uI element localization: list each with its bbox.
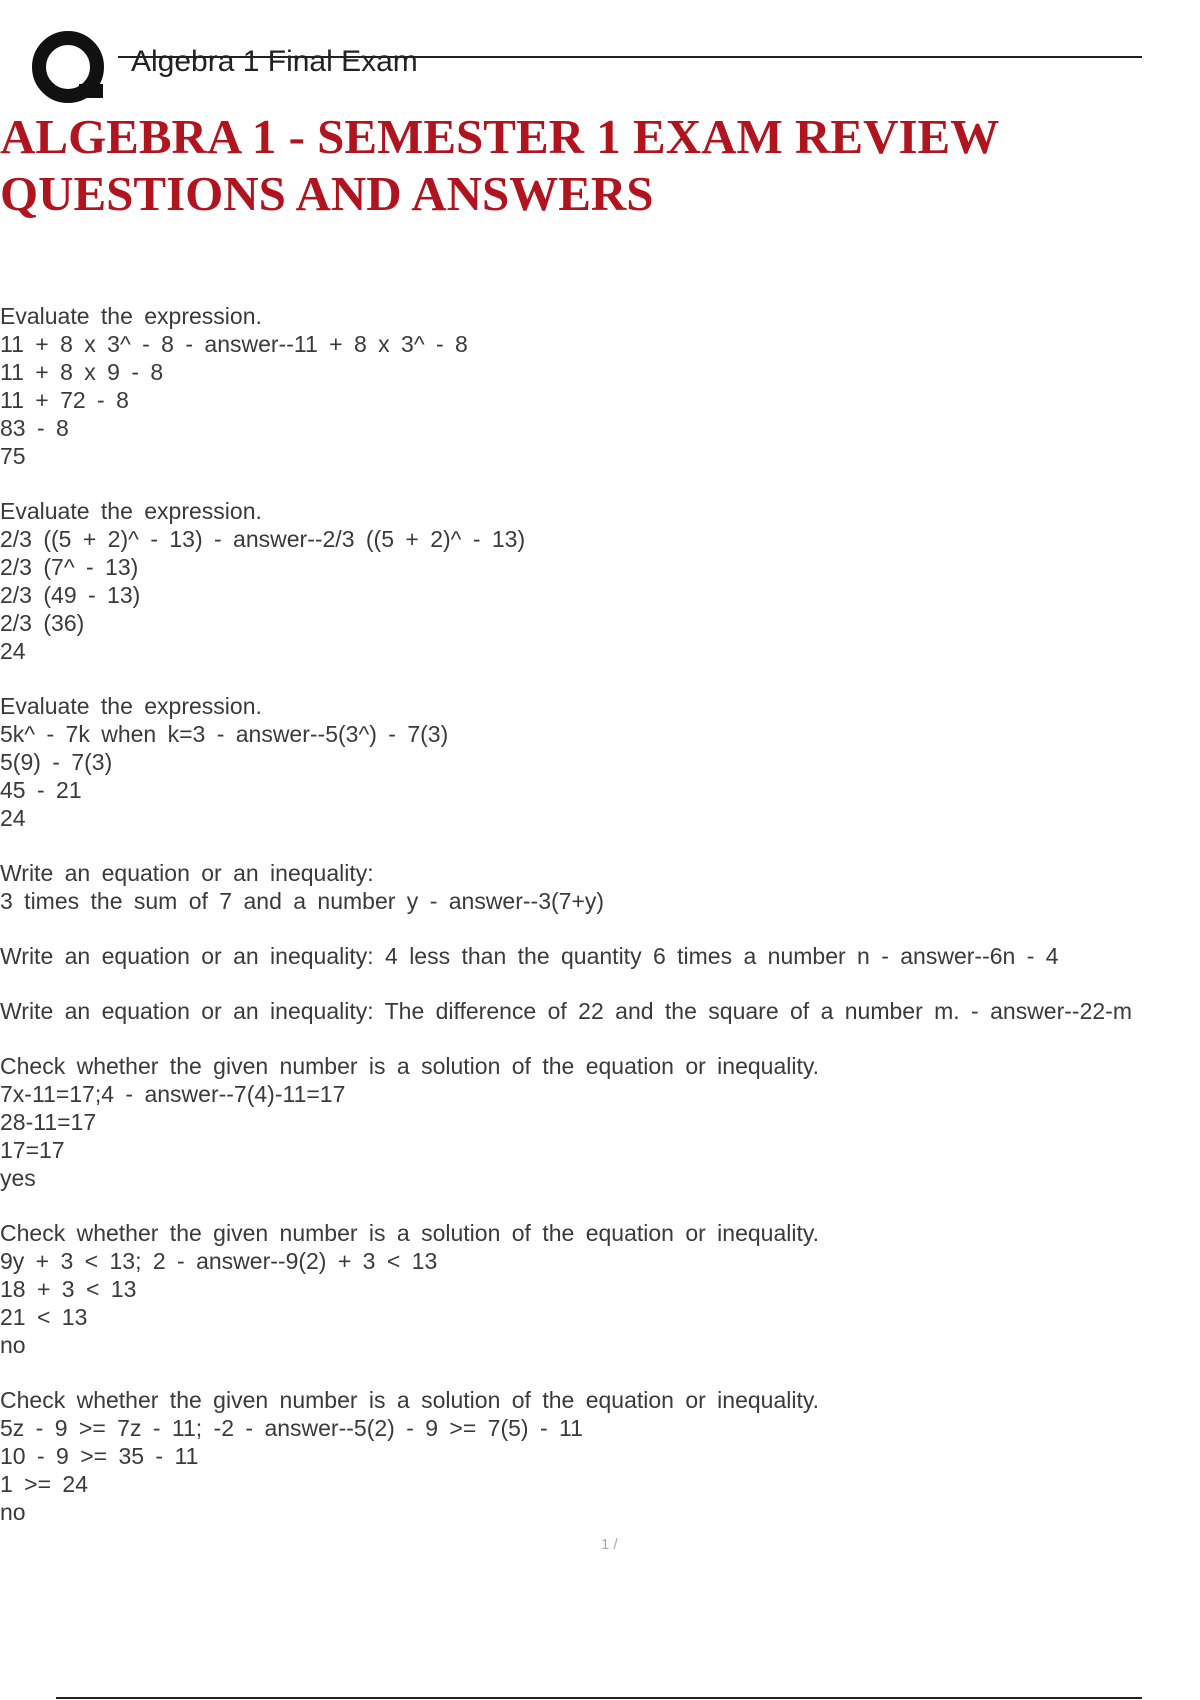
answer-line: 5(9) - 7(3) [0, 749, 113, 775]
header-title: Algebra 1 Final Exam [131, 45, 418, 78]
question-text: Evaluate the expression. [0, 498, 262, 524]
question-text: Check whether the given number is a solution of the equation or inequality. [0, 1053, 820, 1079]
answer-line: 2/3 ((5 + 2)^ - 13) - answer--2/3 ((5 + 2)^ - 13) [0, 526, 526, 552]
question-text: Write an equation or an inequality: 4 less than the quantity 6 times a number n - answer--6n - 4 [0, 943, 1059, 969]
document-title: ALGEBRA 1 - SEMESTER 1 EXAM REVIEW QUESTIONS AND ANSWERS [0, 109, 999, 221]
answer-line: 10 - 9 >= 35 - 11 [0, 1443, 199, 1469]
qa-item [0, 859, 1200, 915]
qa-item [0, 497, 1200, 665]
footer-rule [56, 1697, 1142, 1699]
answer-line: yes [0, 1165, 36, 1191]
question-text: Evaluate the expression. [0, 303, 262, 329]
qa-item [0, 1219, 1200, 1359]
answer-line: 2/3 (7^ - 13) [0, 554, 139, 580]
question-text: Check whether the given number is a solution of the equation or inequality. [0, 1387, 820, 1413]
answer-line: 2/3 (49 - 13) [0, 582, 141, 608]
answer-line: 24 [0, 805, 26, 831]
answer-line: 11 + 8 x 9 - 8 [0, 359, 164, 385]
question-text: Evaluate the expression. [0, 693, 262, 719]
answer-line: 7x-11=17;4 - answer--7(4)-11=17 [0, 1081, 346, 1107]
question-text: Write an equation or an inequality: [0, 860, 374, 886]
answer-line: 9y + 3 < 13; 2 - answer--9(2) + 3 < 13 [0, 1248, 438, 1274]
answer-line: 11 + 72 - 8 [0, 387, 129, 413]
answer-line: 2/3 (36) [0, 610, 85, 636]
qa-item [0, 997, 1200, 1025]
question-text: Check whether the given number is a solution of the equation or inequality. [0, 1220, 820, 1246]
answer-line: 45 - 21 [0, 777, 82, 803]
answer-line: 83 - 8 [0, 415, 69, 441]
answer-line: no [0, 1499, 26, 1525]
qa-item [0, 302, 1200, 470]
answer-line: 11 + 8 x 3^ - 8 - answer--11 + 8 x 3^ - 8 [0, 331, 468, 357]
answer-line: 24 [0, 638, 26, 664]
answer-line: 3 times the sum of 7 and a number y - answer--3(7+y) [0, 888, 605, 914]
answer-line: no [0, 1332, 26, 1358]
qa-item [0, 1386, 1200, 1526]
qa-list [0, 302, 1200, 1553]
answer-line: 75 [0, 443, 26, 469]
answer-line: 1 >= 24 [0, 1471, 89, 1497]
q-logo-icon [31, 30, 111, 110]
question-text: Write an equation or an inequality: The difference of 22 and the square of a number m. - answer--22-m [0, 998, 1132, 1024]
page-number: 1 / [601, 1536, 618, 1553]
answer-line: 18 + 3 < 13 [0, 1276, 137, 1302]
answer-line: 28-11=17 [0, 1109, 97, 1135]
answer-line: 17=17 [0, 1137, 65, 1163]
qa-item [0, 1052, 1200, 1192]
answer-line: 5z - 9 >= 7z - 11; -2 - answer--5(2) - 9 >= 7(5) - 11 [0, 1415, 583, 1441]
qa-item [0, 692, 1200, 832]
qa-item [0, 942, 1200, 970]
answer-line: 21 < 13 [0, 1304, 88, 1330]
answer-line: 5k^ - 7k when k=3 - answer--5(3^) - 7(3) [0, 721, 449, 747]
